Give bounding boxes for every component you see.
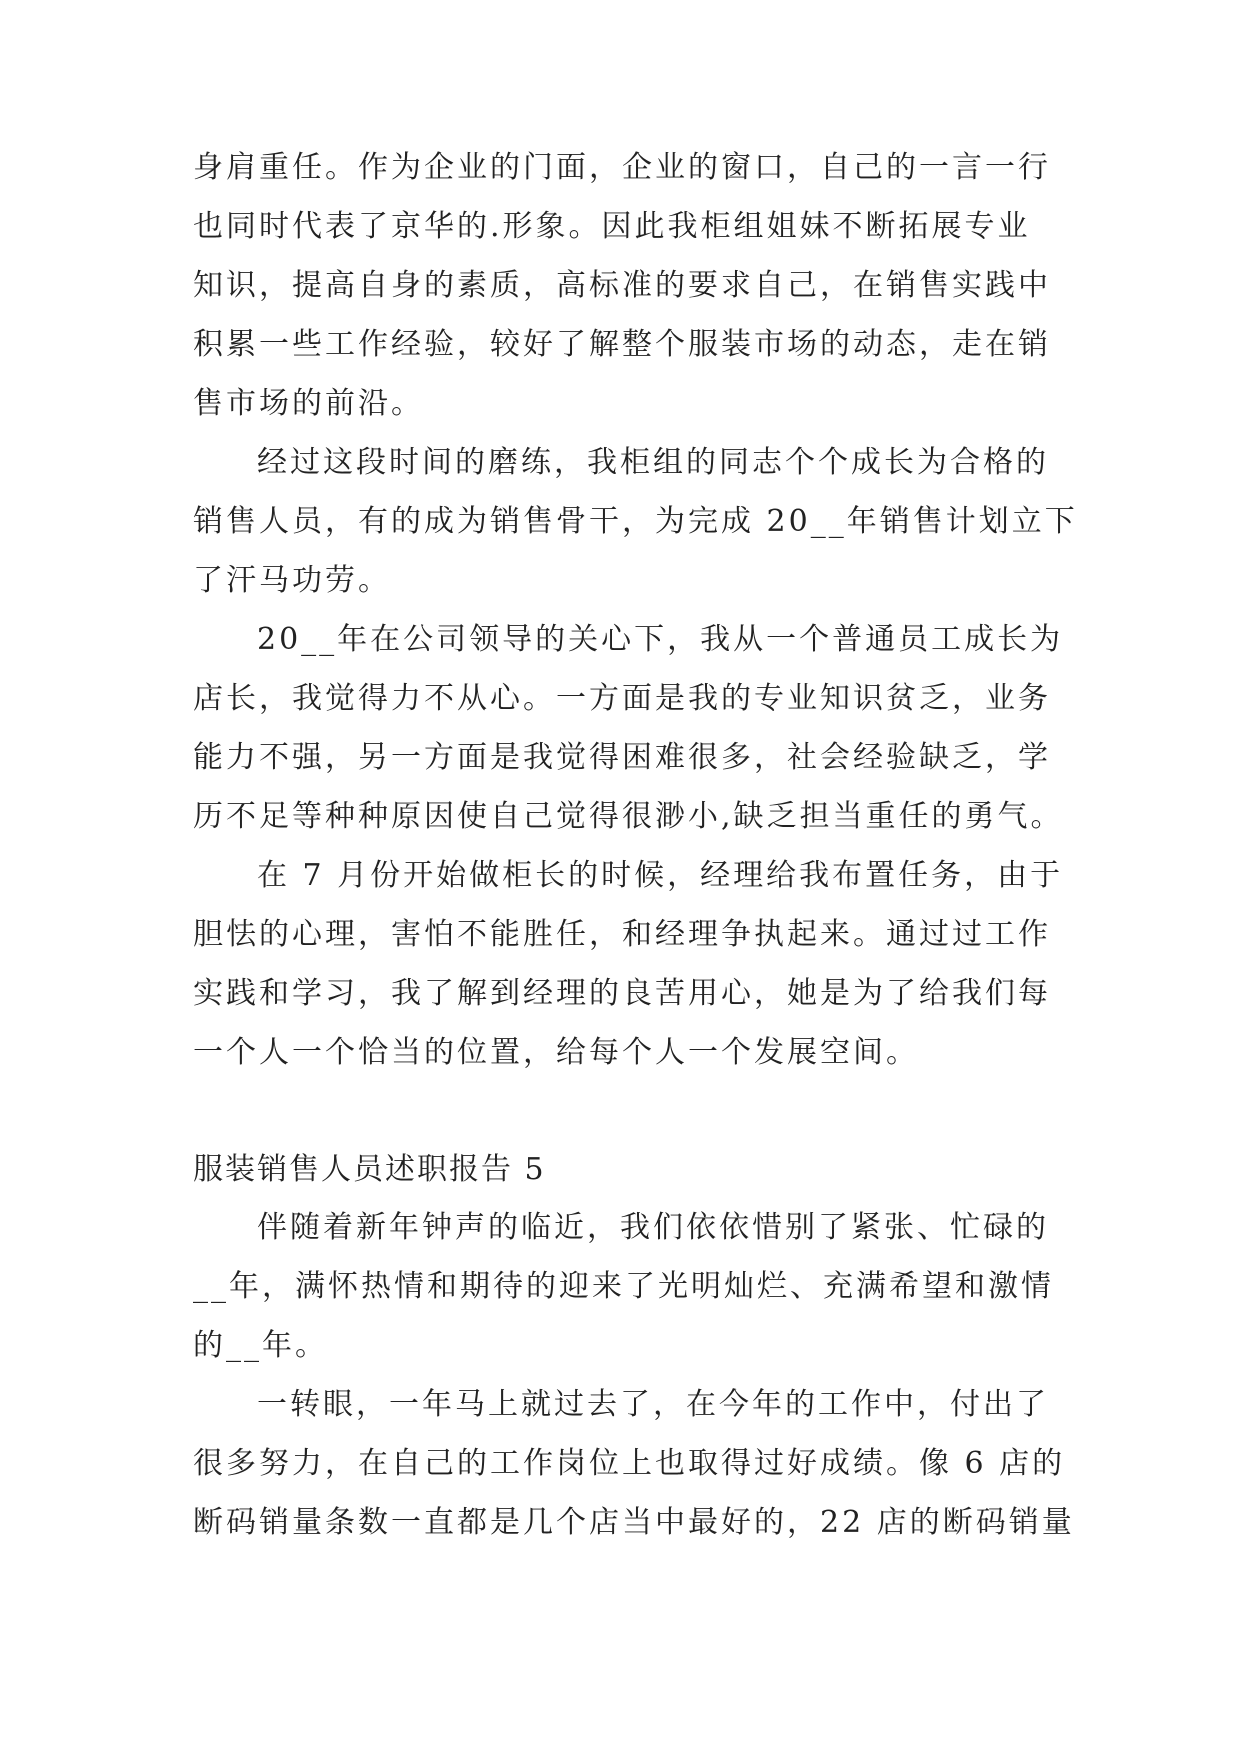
text-line: 一转眼，一年马上就过去了，在今年的工作中，付出了 <box>257 1387 1049 1422</box>
text-line: 也同时代表了京华的.形象。因此我柜组姐妹不断拓展专业 <box>193 209 1031 244</box>
paragraph-5 <box>193 1198 1053 1375</box>
text-line: 20__年在公司领导的关心下，我从一个普通员工成长为 <box>257 622 1064 657</box>
text-line: 历不足等种种原因使自己觉得很渺小,缺乏担当重任的勇气。 <box>193 799 1064 834</box>
body-section-2 <box>193 1198 1075 1552</box>
text-line: __年，满怀热情和期待的迎来了光明灿烂、充满希望和激情 <box>193 1269 1054 1304</box>
text-line: 身肩重任。作为企业的门面，企业的窗口，自己的一言一行 <box>193 150 1051 185</box>
paragraph-6 <box>193 1375 1075 1552</box>
paragraph-2 <box>193 433 1078 610</box>
text-line: 一个人一个恰当的位置，给每个人一个发展空间。 <box>193 1035 919 1070</box>
paragraph-4 <box>193 846 1064 1082</box>
text-line: 了汗马功劳。 <box>193 563 391 598</box>
text-line: 伴随着新年钟声的临近，我们依依惜别了紧张、忙碌的 <box>257 1210 1049 1245</box>
text-line: 胆怯的心理，害怕不能胜任，和经理争执起来。通过过工作 <box>193 917 1051 952</box>
body-section-1 <box>193 138 1078 1082</box>
section-heading: 服装销售人员述职报告 5 <box>193 1152 546 1187</box>
text-line: 很多努力，在自己的工作岗位上也取得过好成绩。像 6 店的 <box>193 1446 1066 1481</box>
text-line: 实践和学习，我了解到经理的良苦用心，她是为了给我们每 <box>193 976 1051 1011</box>
text-line: 能力不强，另一方面是我觉得困难很多，社会经验缺乏，学 <box>193 740 1051 775</box>
text-line: 知识，提高自身的素质，高标准的要求自己，在销售实践中 <box>193 268 1051 303</box>
text-line: 断码销量条数一直都是几个店当中最好的，22 店的断码销量 <box>193 1505 1075 1540</box>
text-line: 经过这段时间的磨练，我柜组的同志个个成长为合格的 <box>257 445 1049 480</box>
text-line: 店长，我觉得力不从心。一方面是我的专业知识贫乏，业务 <box>193 681 1051 716</box>
text-line: 的__年。 <box>193 1328 328 1363</box>
text-line: 售市场的前沿。 <box>193 386 424 421</box>
paragraph-3 <box>193 610 1064 846</box>
text-line: 在 7 月份开始做柜长的时候，经理给我布置任务，由于 <box>257 858 1064 893</box>
text-line: 积累一些工作经验，较好了解整个服装市场的动态，走在销 <box>193 327 1051 362</box>
paragraph-1 <box>193 138 1053 433</box>
text-line: 销售人员，有的成为销售骨干，为完成 20__年销售计划立下 <box>193 504 1078 539</box>
